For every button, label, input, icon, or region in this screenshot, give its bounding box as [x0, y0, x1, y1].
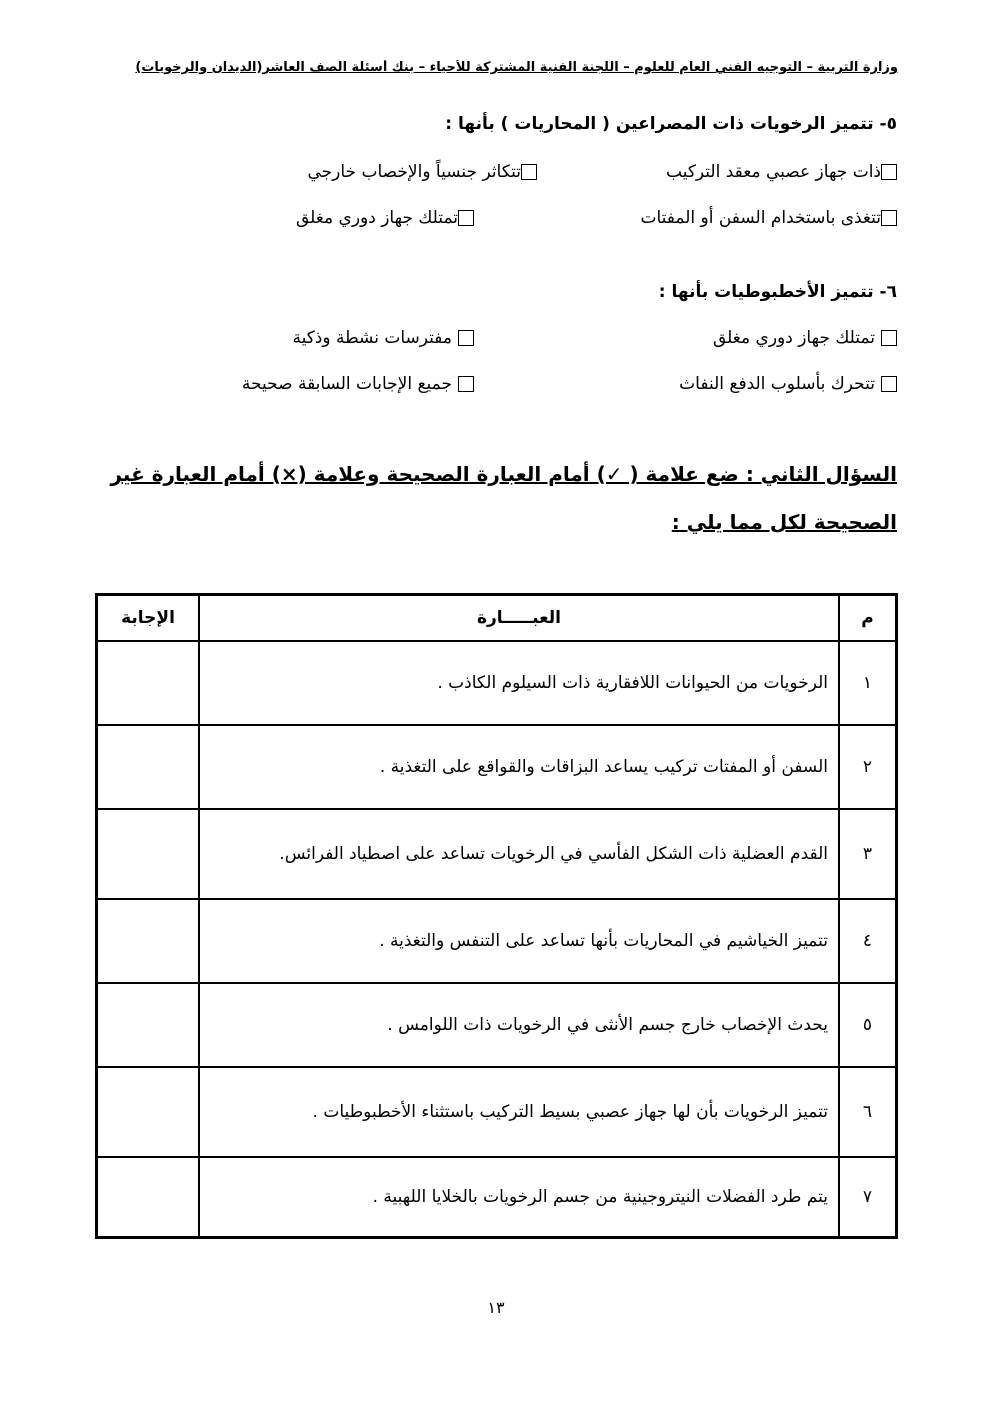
table-row — [97, 899, 897, 983]
row-statement: تتميز الرخويات بأن لها جهاز عصبي بسيط التركيب باستثناء الأخطبوطيات . — [199, 1067, 839, 1157]
table-row — [97, 641, 897, 725]
row-num: ١ — [839, 641, 897, 725]
answer-cell[interactable] — [97, 983, 200, 1067]
header-num: م — [839, 595, 897, 642]
q6-option-4[interactable] — [242, 374, 474, 394]
q5-option-4[interactable] — [296, 208, 474, 228]
row-num: ٢ — [839, 725, 897, 809]
row-num: ٤ — [839, 899, 897, 983]
row-statement: السفن أو المفتات تركيب يساعد البزاقات والقواقع على التغذية . — [199, 725, 839, 809]
q6-option-1-label: تمتلك جهاز دوري مغلق — [713, 328, 875, 348]
question-6-title: ٦- تتميز الأخطبوطيات بأنها : — [658, 282, 897, 302]
table-row — [97, 809, 897, 899]
checkbox[interactable] — [881, 376, 897, 392]
row-num: ٦ — [839, 1067, 897, 1157]
q6-option-4-label: جميع الإجابات السابقة صحيحة — [241, 374, 452, 394]
page-header: وزارة التربية – التوجيه الفني العام للعلوم – اللجنة الفنية المشتركة للأحياء – بنك أسئلة الصف العاشر(الديدان والرخويات) — [135, 60, 898, 75]
q5-option-2-label: تتكاثر جنسياً والإخصاب خارجي — [307, 162, 521, 182]
section-2-title-line-1: السؤال الثاني : ضع علامة ( ✓) أمام العبارة الصحيحة وعلامة (×) أمام العبارة غير — [110, 462, 897, 486]
header-statement: العبـــــارة — [199, 595, 839, 642]
checkbox[interactable] — [881, 164, 897, 180]
q6-option-1[interactable] — [713, 328, 897, 348]
row-statement: القدم العضلية ذات الشكل الفأسي في الرخويات تساعد على اصطياد الفرائس. — [199, 809, 839, 899]
row-num: ٣ — [839, 809, 897, 899]
q6-option-2-label: مفترسات نشطة وذكية — [292, 328, 452, 348]
answer-cell[interactable] — [97, 725, 200, 809]
table-row — [97, 725, 897, 809]
row-num: ٧ — [839, 1157, 897, 1237]
table-row — [97, 1157, 897, 1237]
answer-cell[interactable] — [97, 899, 200, 983]
checkbox[interactable] — [458, 210, 474, 226]
section-2-title-line-2: الصحيحة لكل مما يلي : — [671, 510, 897, 534]
row-statement: يتم طرد الفضلات النيتروجينية من جسم الرخويات بالخلايا اللهبية . — [199, 1157, 839, 1237]
q5-option-1[interactable] — [666, 162, 897, 182]
q5-option-4-label: تمتلك جهاز دوري مغلق — [296, 208, 458, 228]
checkbox[interactable] — [521, 164, 537, 180]
question-5-title: ٥- تتميز الرخويات ذات المصراعين ( المحاريات ) بأنها : — [445, 114, 897, 134]
q5-option-1-label: ذات جهاز عصبي معقد التركيب — [666, 162, 881, 182]
answer-cell[interactable] — [97, 641, 200, 725]
answer-cell[interactable] — [97, 809, 200, 899]
checkbox[interactable] — [458, 330, 474, 346]
row-statement: الرخويات من الحيوانات اللافقارية ذات السيلوم الكاذب . — [199, 641, 839, 725]
q6-option-3[interactable] — [679, 374, 897, 394]
page-number: ١٣ — [487, 1298, 505, 1317]
answer-cell[interactable] — [97, 1157, 200, 1237]
true-false-table — [95, 593, 898, 1239]
header-answer: الإجابة — [97, 595, 200, 642]
row-num: ٥ — [839, 983, 897, 1067]
q6-option-3-label: تتحرك بأسلوب الدفع النفاث — [679, 374, 875, 394]
checkbox[interactable] — [881, 330, 897, 346]
q6-option-2[interactable] — [292, 328, 474, 348]
table-row — [97, 1067, 897, 1157]
q5-option-3[interactable] — [640, 208, 897, 228]
row-statement: يحدث الإخصاب خارج جسم الأنثى في الرخويات ذات اللوامس . — [199, 983, 839, 1067]
answer-cell[interactable] — [97, 1067, 200, 1157]
row-statement: تتميز الخياشيم في المحاريات بأنها تساعد على التنفس والتغذية . — [199, 899, 839, 983]
q5-option-2[interactable] — [307, 162, 537, 182]
checkbox[interactable] — [458, 376, 474, 392]
table-row — [97, 983, 897, 1067]
table-header-row — [97, 595, 897, 642]
q5-option-3-label: تتغذى باستخدام السفن أو المفتات — [640, 208, 881, 228]
checkbox[interactable] — [881, 210, 897, 226]
